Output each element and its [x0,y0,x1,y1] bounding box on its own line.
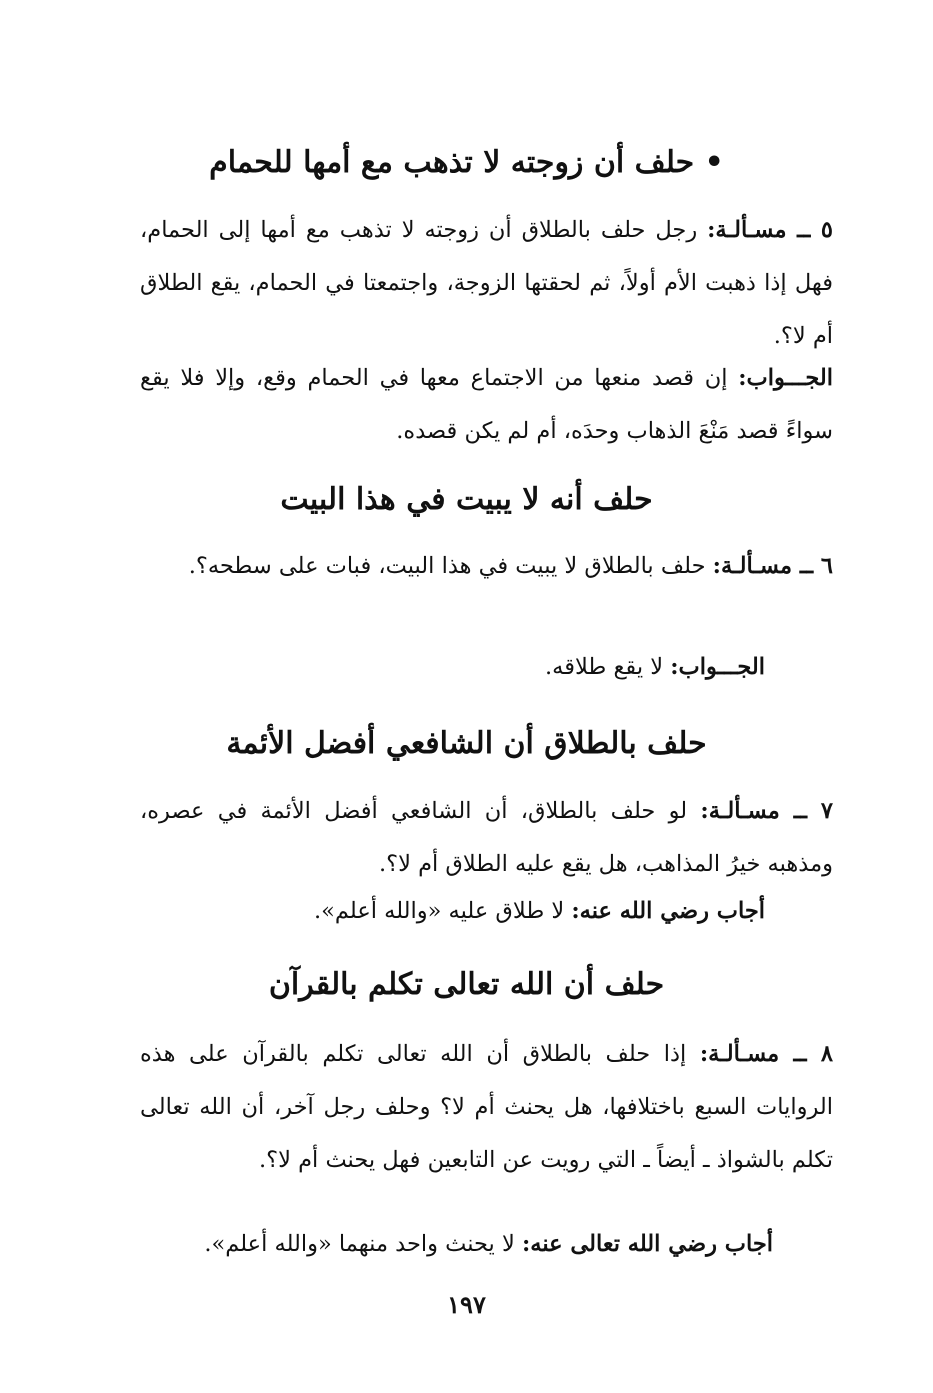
answer-text: لا يحنث واحد منهما «والله أعلم». [204,1231,515,1257]
answer-label: أجاب رضي الله تعالى عنه: [521,1231,773,1257]
answer-7 [140,885,765,938]
question-7 [140,785,833,891]
answer-label: الجـــواب: [738,365,834,391]
answer-label: الجـــواب: [670,654,765,680]
question-label: ٧ ــ مسـألـة: [700,798,833,824]
question-label: ٦ ــ مسـألـة: [712,553,833,579]
section-heading-shafii: حلف بالطلاق أن الشافعي أفضل الأئمة [226,726,707,761]
question-label: ٥ ــ مسـألـة: [707,217,833,243]
question-8 [140,1028,833,1187]
question-text: إذا حلف بالطلاق أن الله تعالى تكلم بالقرآن على هذه الروايات السبع باختلافها، هل يحنث أم لا؟ وحلف رجل آخر، أن الله تعالى تكلم بالشواذ ـ أيضاً ـ التي رويت عن التابعين فهل يحنث أم لا؟. [140,1041,833,1173]
answer-label: أجاب رضي الله عنه: [571,898,765,924]
answer-6 [140,641,765,694]
question-5 [140,204,833,363]
answer-text: لا طلاق عليه «والله أعلم». [313,898,565,924]
question-text: رجل حلف بالطلاق أن زوجته لا تذهب مع أمها إلى الحمام، فهل إذا ذهبت الأم أولاً، ثم لحقتها الزوجة، واجتمعتا في الحمام، يقع الطلاق أم لا؟. [140,217,833,349]
answer-text: لا يقع طلاقه. [545,654,664,680]
question-6 [140,540,833,593]
section-heading-house: حلف أنه لا يبيت في هذا البيت [280,482,653,517]
section-heading-quran: حلف أن الله تعالى تكلم بالقرآن [268,967,665,1002]
question-label: ٨ ــ مسـألـة: [699,1041,833,1067]
page-number: ١٩٧ [447,1290,486,1319]
question-text: حلف بالطلاق لا يبيت في هذا البيت، فبات على سطحه؟. [188,553,706,579]
section-heading-bath: • حلف أن زوجته لا تذهب مع أمها للحمام [209,145,724,180]
answer-8 [140,1218,773,1271]
question-text: لو حلف بالطلاق، أن الشافعي أفضل الأئمة في عصره، ومذهبه خيرُ المذاهب، هل يقع عليه الطلاق أم لا؟. [140,798,833,877]
answer-text: إن قصد منعها من الاجتماع معها في الحمام وقع، وإلا فلا يقع سواءً قصد مَنْعَ الذهاب وحدَه، أم لم يكن قصده. [140,365,833,444]
answer-5 [140,352,833,458]
